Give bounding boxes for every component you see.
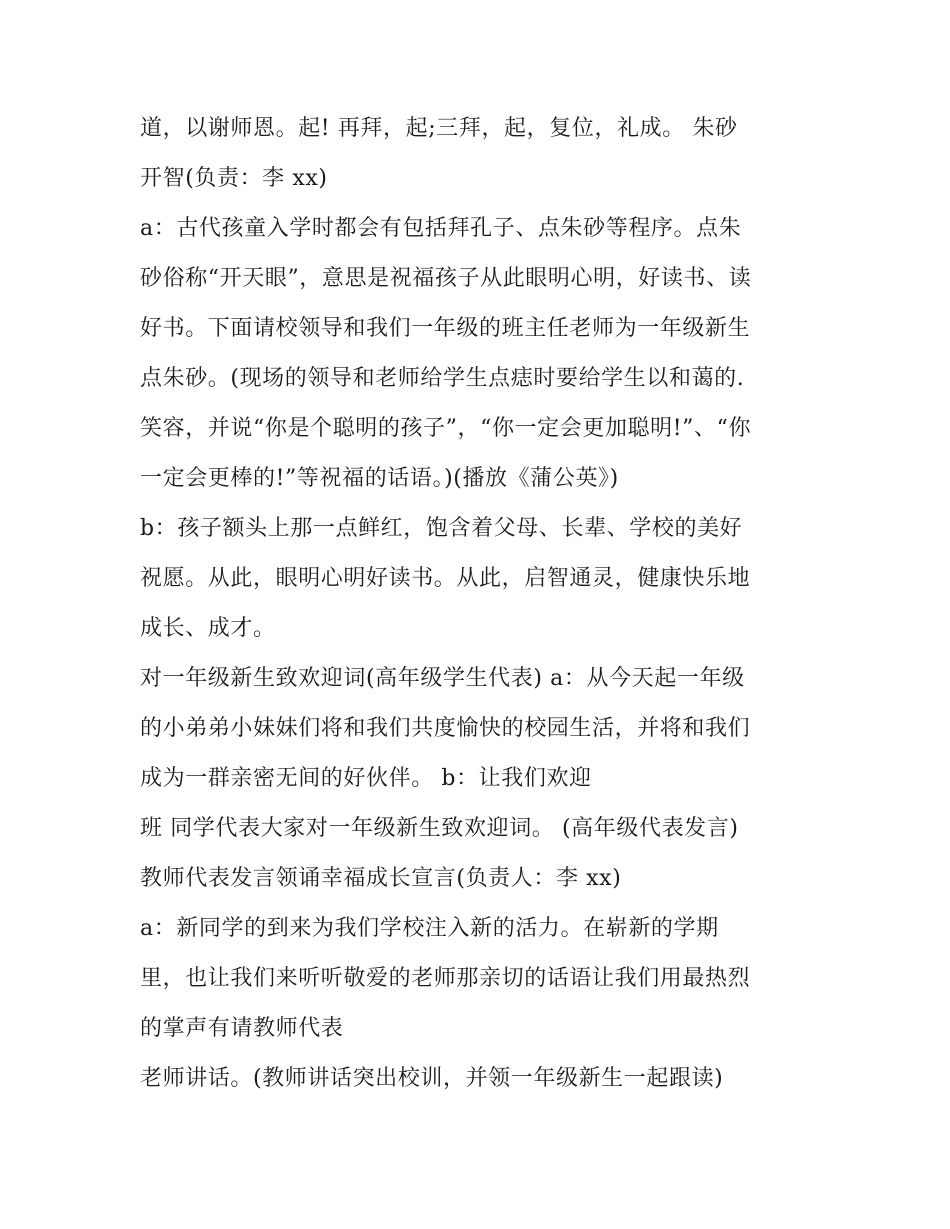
text-line: b：孩子额头上那一点鲜红，饱含着父母、长辈、学校的美好 xyxy=(140,516,743,541)
text-line: 对一年级新生致欢迎词(高年级学生代表) a：从今天起一年级 xyxy=(140,666,745,691)
text-line: 里，也让我们来听听敬爱的老师那亲切的话语让我们用最热烈 xyxy=(140,966,751,991)
text-line: 成长、成才。 xyxy=(140,616,276,641)
text-line: 开智(负责：李 xx) xyxy=(140,166,328,191)
text-line: 教师代表发言领诵幸福成长宣言(负责人：李 xx) xyxy=(140,866,622,891)
text-line: 砂俗称“开天眼”，意思是祝福孩子从此眼明心明，好读书、读 xyxy=(140,266,752,291)
text-line: 老师讲话。(教师讲话突出校训，并领一年级新生一起跟读) xyxy=(140,1066,724,1091)
text-line: 一定会更棒的!”等祝福的话语。)(播放《蒲公英》) xyxy=(140,466,619,491)
text-line: a：古代孩童入学时都会有包括拜孔子、点朱砂等程序。点朱 xyxy=(140,216,742,241)
text-line: 笑容，并说“你是个聪明的孩子”，“你一定会更加聪明!”、“你 xyxy=(140,416,752,441)
text-line: 的小弟弟小妹妹们将和我们共度愉快的校园生活，并将和我们 xyxy=(140,716,751,741)
text-line: 点朱砂。(现场的领导和老师给学生点痣时要给学生以和蔼的. xyxy=(140,366,745,391)
text-line: 成为一群亲密无间的好伙伴。 b：让我们欢迎 xyxy=(140,766,592,791)
text-line: 好书。下面请校领导和我们一年级的班主任老师为一年级新生 xyxy=(140,316,751,341)
text-line: 班 同学代表大家对一年级新生致欢迎词。 (高年级代表发言) xyxy=(140,816,739,841)
text-line: 的掌声有请教师代表 xyxy=(140,1016,344,1041)
text-line: a：新同学的到来为我们学校注入新的活力。在崭新的学期 xyxy=(140,916,719,941)
text-line: 道，以谢师恩。起! 再拜，起;三拜，起，复位，礼成。 朱砂 xyxy=(140,116,738,141)
text-line: 祝愿。从此，眼明心明好读书。从此，启智通灵，健康快乐地 xyxy=(140,566,751,591)
